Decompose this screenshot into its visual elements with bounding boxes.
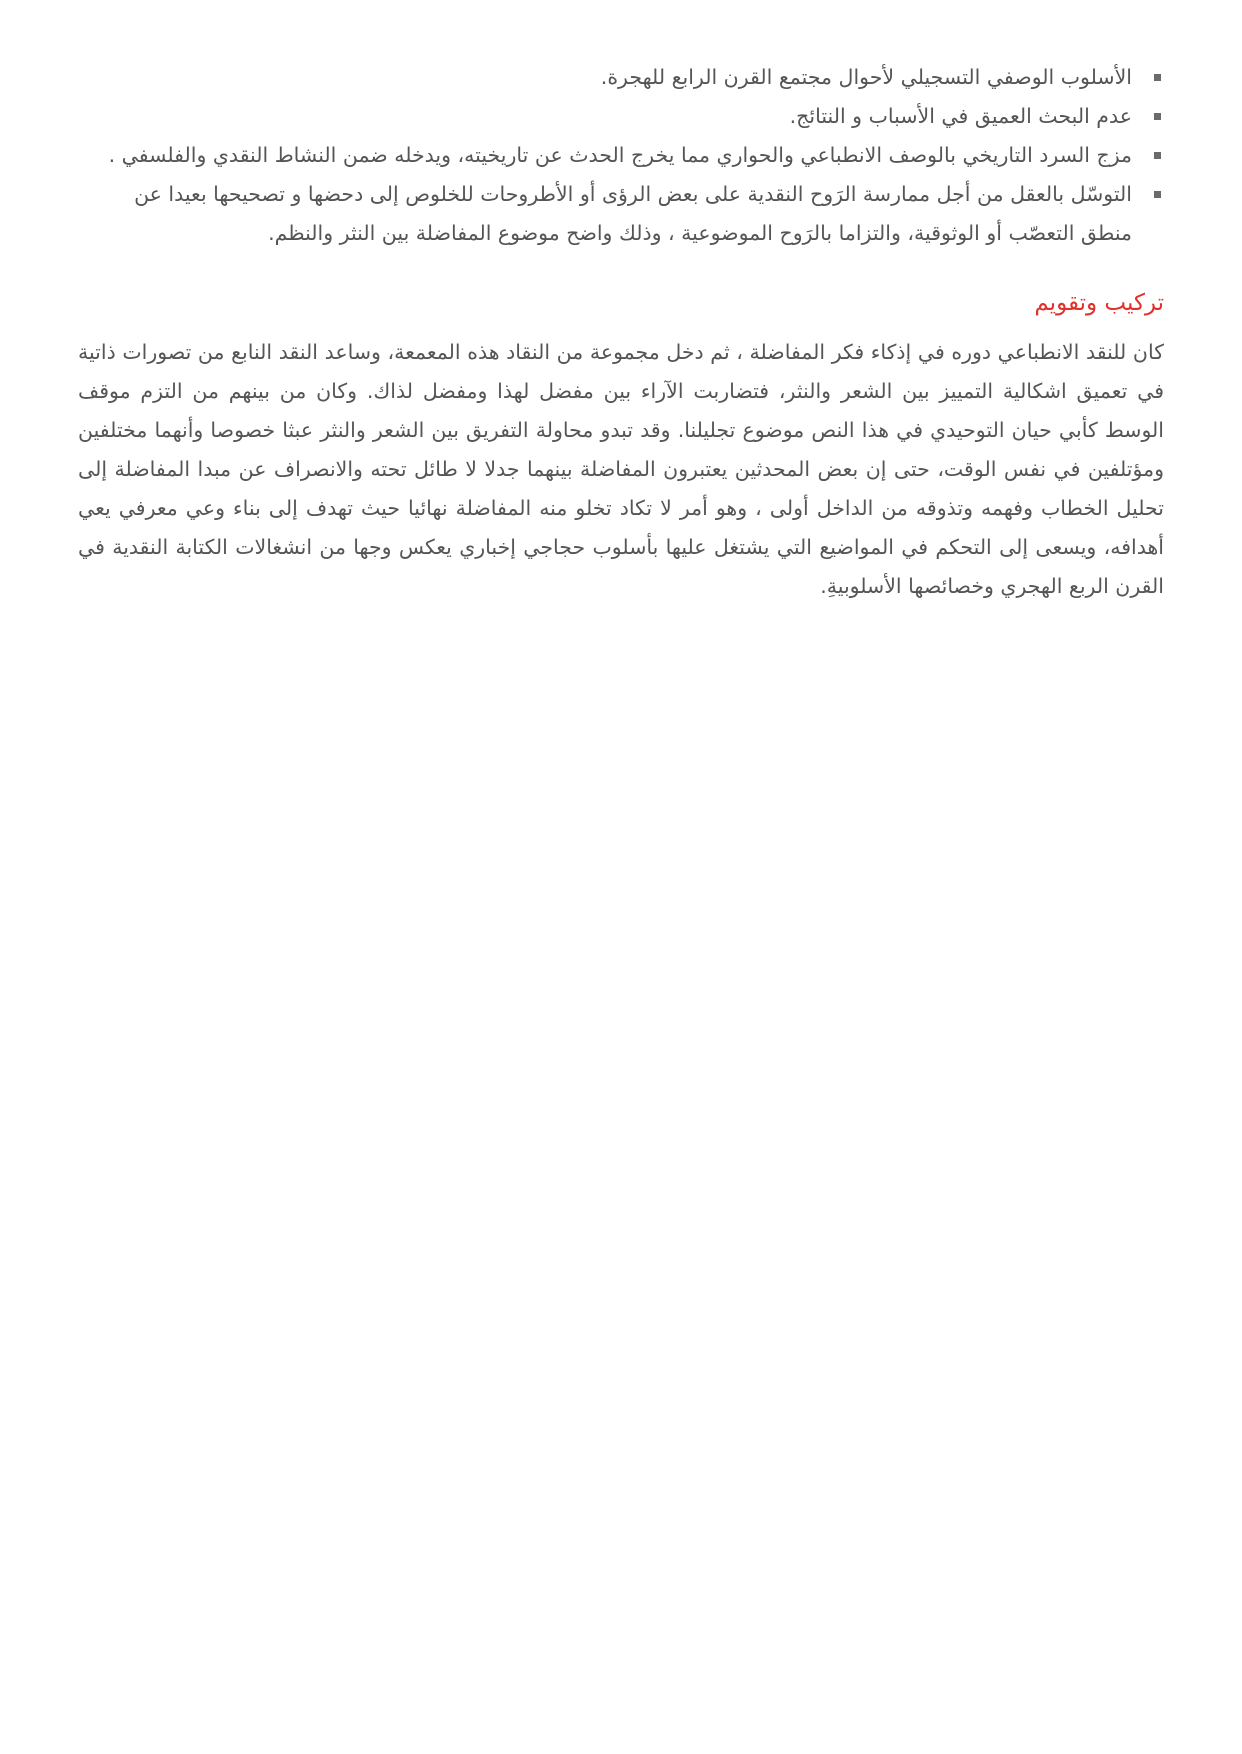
- square-bullet-icon: [1154, 152, 1161, 159]
- list-item-text: الأسلوب الوصفي التسجيلي لأحوال مجتمع القرن الرابع للهجرة.: [600, 65, 1132, 89]
- list-item: [78, 58, 1132, 97]
- list-item-text: مزج السرد التاريخي بالوصف الانطباعي والحواري مما يخرج الحدث عن تاريخيته، ويدخله ضمن النشاط النقدي والفلسفي .: [108, 143, 1132, 167]
- characteristics-list: [78, 58, 1164, 253]
- list-item: [78, 136, 1132, 175]
- square-bullet-icon: [1154, 74, 1161, 81]
- list-item-text: التوسّل بالعقل من أجل ممارسة الرَوح النقدية على بعض الرؤى أو الأطروحات للخلوص إلى دحضها و تصحيحها بعيدا عن منطق التعصّب أو الوثوقية، والتزاما بالرَوح الموضوعية ، وذلك واضح موضوع المفاضلة بين النثر والنظم.: [134, 182, 1132, 245]
- list-item: [78, 97, 1132, 136]
- section-paragraph: كان للنقد الانطباعي دوره في إذكاء فكر المفاضلة ، ثم دخل مجموعة من النقاد هذه المعمعة، وساعد النقد النابع من تصورات ذاتية في تعميق اشكالية التمييز بين الشعر والنثر، فتضاربت الآراء بين مفضل لهذا ومفضل لذاك. وكان من بينهم من التزم موقف الوسط كأبي حيان التوحيدي في هذا النص موضوع تجليلنا. وقد تبدو محاولة التفريق بين الشعر والنثر عبثا خصوصا وأنهما مختلفين ومؤتلفين في نفس الوقت، حتى إن بعض المحدثين يعتبرون المفاضلة بينهما جدلا لا طائل تحته والانصراف عن مبدا المفاضلة إلى تحليل الخطاب وفهمه وتذوقه من الداخل أولى ، وهو أمر لا تكاد تخلو منه المفاضلة نهائيا حيث تهدف إلى بناء وعي معرفي يعي أهدافه، ويسعى إلى التحكم في المواضيع التي يشتغل عليها بأسلوب حجاجي إخباري يعكس وجها من انشغالات الكتابة النقدية في القرن الربع الهجري وخصائصها الأسلوبيةِ.: [78, 340, 1164, 598]
- section-heading: تركيب وتقويم: [1034, 290, 1164, 316]
- square-bullet-icon: [1154, 113, 1161, 120]
- list-item-text: عدم البحث العميق في الأسباب و النتائج.: [789, 104, 1132, 128]
- square-bullet-icon: [1154, 191, 1161, 198]
- list-item: [78, 175, 1132, 253]
- document-page: [78, 58, 1164, 606]
